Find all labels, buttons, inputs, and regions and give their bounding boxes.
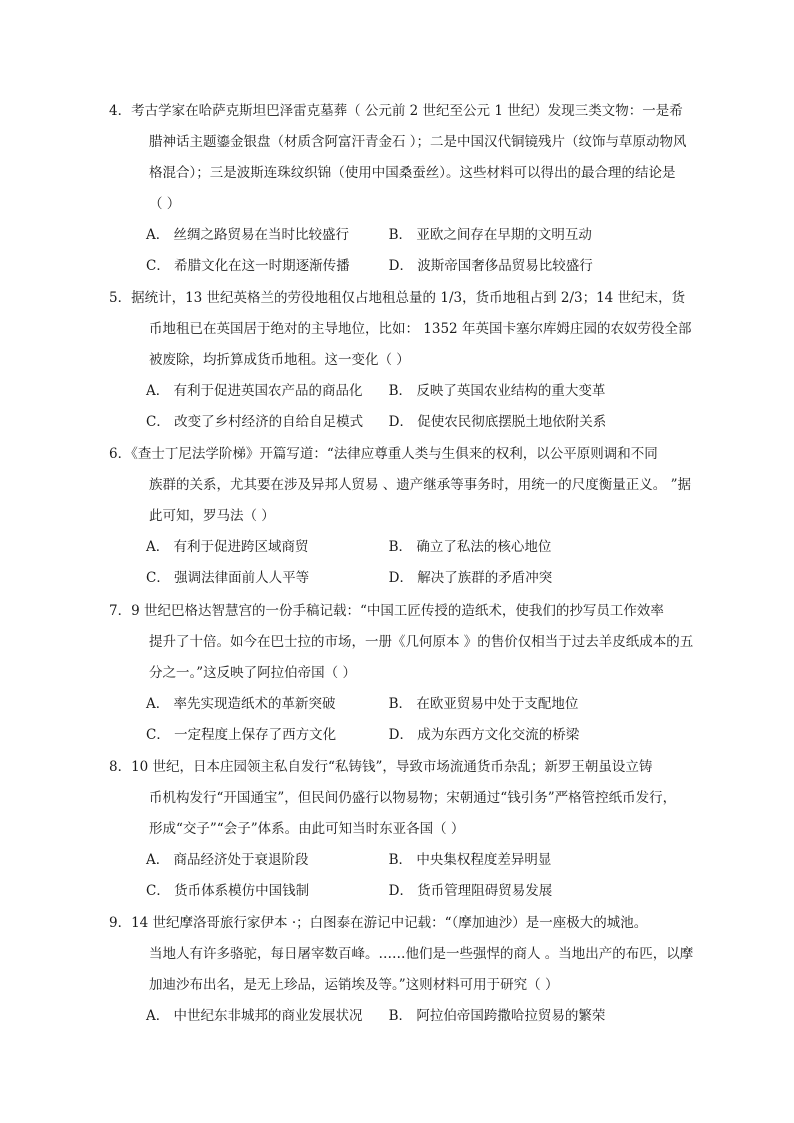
option-a[interactable]: A． 丝绸之路贸易在当时比较盛行 — [146, 227, 350, 243]
question-stem-line: 6．《查士丁尼法学阶梯》开篇写道：“法律应尊重人类与生俱来的权利，以公平原则调和不同 — [109, 446, 658, 462]
option-b[interactable]: B． 确立了私法的核心地位 — [388, 539, 552, 555]
answer-blank: （ ） — [149, 196, 181, 212]
option-d[interactable]: D． 波斯帝国奢侈品贸易比较盛行 — [388, 258, 593, 274]
question-7 — [109, 596, 698, 751]
question-stem-line: 加迪沙布出名，是无上珍品，运销埃及等。”这则材料可用于研究（ ） — [149, 977, 559, 993]
option-c[interactable]: C． 希腊文化在这一时期逐渐传播 — [146, 258, 350, 274]
question-stem-line: 提升了十倍。如今在巴士拉的市场，一册《几何原本 》的售价仅相当于过去羊皮纸成本的五 — [149, 634, 694, 650]
option-c[interactable]: C． 货币体系模仿中国钱制 — [146, 883, 310, 899]
question-stem-line: 腊神话主题鎏金银盘（材质含阿富汗青金石 ）；二是中国汉代铜镜残片（纹饰与草原动物风 — [149, 134, 687, 150]
option-c[interactable]: C． 改变了乡村经济的自给自足模式 — [146, 414, 364, 430]
option-a[interactable]: A． 率先实现造纸术的革新突破 — [146, 696, 336, 712]
option-c[interactable]: C． 强调法律面前人人平等 — [146, 570, 310, 586]
question-4 — [109, 96, 698, 282]
question-5 — [109, 283, 698, 438]
question-stem-line: 币机构发行“开国通宝”，但民间仍盛行以物易物；宋朝通过“钱引务”严格管控纸币发行， — [149, 790, 677, 806]
question-stem-line: 分之一。”这反映了阿拉伯帝国（ ） — [149, 665, 356, 681]
options-group — [118, 220, 698, 282]
question-stem-line: 当地人有许多骆驼，每日屠宰数百峰。……他们是一些强悍的商人 。当地出产的布匹，以摩 — [149, 946, 694, 962]
option-a[interactable]: A． 有利于促进英国农产品的商品化 — [146, 383, 363, 399]
question-9 — [109, 908, 698, 1032]
option-d[interactable]: D． 促使农民彻底摆脱土地依附关系 — [388, 414, 607, 430]
question-6 — [109, 439, 698, 594]
option-b[interactable]: B． 反映了英国农业结构的重大变革 — [388, 383, 606, 399]
question-stem-line: 8．10 世纪，日本庄园领主私自发行“私铸钱”，导致市场流通货币杂乱；新罗王朝虽设立铸 — [109, 759, 653, 775]
option-b[interactable]: B． 亚欧之间存在早期的文明互动 — [388, 227, 592, 243]
option-a[interactable]: A． 商品经济处于衰退阶段 — [146, 852, 309, 868]
options-group — [118, 376, 698, 438]
options-group — [118, 689, 698, 751]
question-8 — [109, 752, 698, 907]
option-d[interactable]: D． 成为东西方文化交流的桥梁 — [388, 727, 580, 743]
question-stem-line: 族群的关系，尤其要在涉及异邦人贸易 、遗产继承等事务时，用统一的尺度衡量正义。 ”据 — [149, 477, 691, 493]
question-stem-line: 形成“交子”“会子”体系。由此可知当时东亚各国（ ） — [149, 821, 465, 837]
option-a[interactable]: A． 中世纪东非城邦的商业发展状况 — [146, 1008, 363, 1024]
question-stem-line: 此可知，罗马法（ ） — [149, 508, 275, 524]
question-stem-line: 4．考古学家在哈萨克斯坦巴泽雷克墓葬（ 公元前 2 世纪至公元 1 世纪）发现三类文物：一是希 — [109, 103, 683, 119]
options-group — [118, 1001, 698, 1032]
option-b[interactable]: B． 中央集权程度差异明显 — [388, 852, 552, 868]
option-b[interactable]: B． 在欧亚贸易中处于支配地位 — [388, 696, 579, 712]
question-stem-line: 7．9 世纪巴格达智慧宫的一份手稿记载：“中国工匠传授的造纸术，使我们的抄写员工作效率 — [109, 603, 664, 619]
option-a[interactable]: A． 有利于促进跨区域商贸 — [146, 539, 309, 555]
options-group — [118, 845, 698, 907]
option-d[interactable]: D． 解决了族群的矛盾冲突 — [388, 570, 553, 586]
option-b[interactable]: B． 阿拉伯帝国跨撒哈拉贸易的繁荣 — [388, 1008, 606, 1024]
options-group — [118, 532, 698, 594]
question-stem-line: 5．据统计，13 世纪英格兰的劳役地租仅占地租总量的 1/3，货币地租占到 2/3；14 世纪末，货 — [109, 290, 686, 306]
option-d[interactable]: D． 货币管理阻碍贸易发展 — [388, 883, 553, 899]
question-stem-line: 币地租已在英国居于绝对的主导地位，比如： 1352 年英国卡塞尔库姆庄园的农奴劳役全部 — [149, 321, 692, 337]
question-stem-line: 格混合）；三是波斯连珠纹织锦（使用中国桑蚕丝）。这些材料可以得出的最合理的结论是 — [149, 165, 676, 181]
question-stem-line: 被废除，均折算成货币地租。这一变化（ ） — [149, 352, 410, 368]
question-stem-line: 9．14 世纪摩洛哥旅行家伊本 ·；白图泰在游记中记载：“（摩加迪沙）是一座极大的城池。 — [109, 915, 648, 931]
option-c[interactable]: C． 一定程度上保存了西方文化 — [146, 727, 337, 743]
